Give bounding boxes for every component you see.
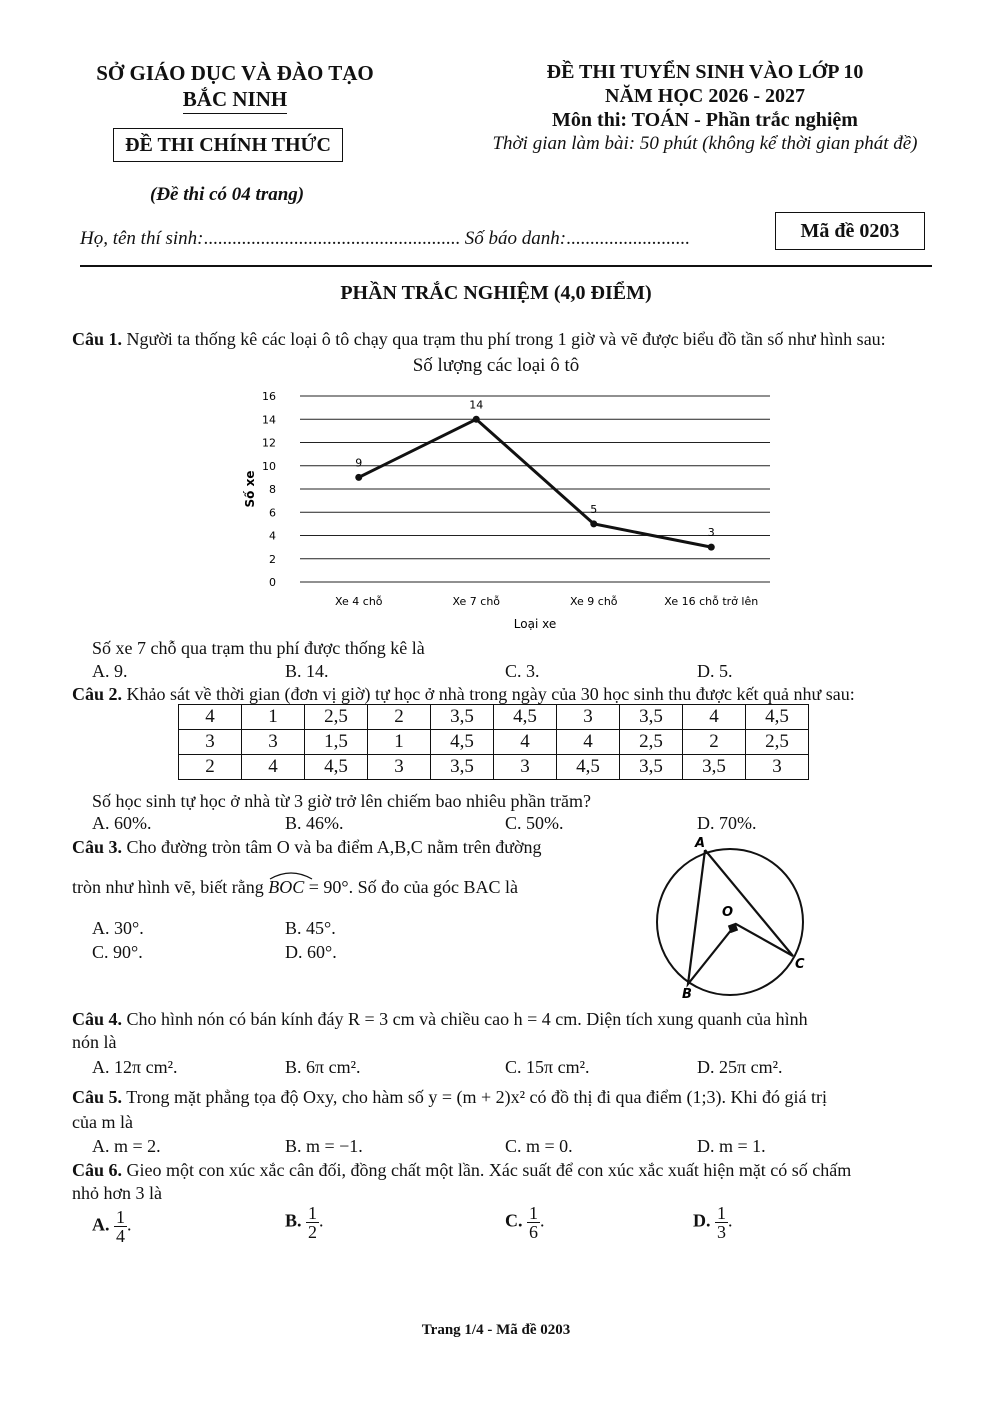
q4-option-c[interactable]: C. 15π cm². [505,1057,590,1077]
question-2 [72,683,942,706]
q1-prompt: Số xe 7 chỗ qua trạm thu phí được thống kê là [92,638,425,658]
department-header [70,60,400,114]
circle [657,849,803,995]
q5-option-c[interactable]: C. m = 0. [505,1136,573,1156]
table-cell: 2,5 [305,705,368,730]
x-tick-label: Xe 7 chỗ [452,595,501,608]
exam-time: Thời gian làm bài: 50 phút (không kể thời gian phát đề) [492,133,918,154]
name-label: Họ, tên thí sinh: [80,228,204,249]
question-6-line2: nhỏ hơn 3 là [72,1183,163,1203]
data-label: 9 [355,456,363,470]
q3-option-a[interactable]: A. 30°. [92,918,144,938]
exam-subject: Môn thi: TOÁN - Phần trắc nghiệm [552,109,858,131]
table-cell: 4 [494,730,557,755]
sbd-field: .......................... [566,228,690,249]
question-text-1: Cho hình nón có bán kính đáy R = 3 cm và chiều cao h = 4 cm. Diện tích xung quanh của hình [126,1009,808,1029]
question-1 [72,328,932,351]
data-point [355,474,362,481]
table-cell: 4 [683,705,746,730]
question-text: Người ta thống kê các loại ô tô chạy qua trạm thu phí trong 1 giờ và vẽ được biểu đồ tần số như hình sau: [126,329,886,349]
question-label: Câu 5. [72,1087,123,1107]
point-a-label: A [695,836,706,851]
q2-prompt: Số học sinh tự học ở nhà từ 3 giờ trở lên chiếm bao nhiêu phần trăm? [92,791,591,811]
school-year: NĂM HỌC 2026 - 2027 [605,85,805,107]
question-3-line2 [72,872,642,899]
fraction: $\frac{1}{4}$ [116,1207,125,1246]
q3-option-d[interactable]: D. 60°. [285,942,337,962]
table-cell: 4 [557,730,620,755]
data-label: 3 [707,526,715,540]
series-line [359,419,712,547]
question-text-2a: tròn như hình vẽ, biết rằng [72,877,264,897]
province-name: BẮC NINH [183,86,287,114]
table-cell: 1,5 [305,730,368,755]
q2-option-a[interactable]: A. 60%. [92,813,152,833]
y-axis-label: Số xe [243,470,257,508]
question-text: Khảo sát về thời gian (đơn vị giờ) tự học ở nhà trong ngày của 30 học sinh thu được kết quả như sau: [126,684,855,704]
data-point [590,520,597,527]
q5-option-a[interactable]: A. m = 2. [92,1136,161,1156]
question-label: Câu 2. [72,684,123,704]
question-4 [72,1008,932,1031]
x-axis-label: Loại xe [513,617,557,631]
table-cell: 3 [179,730,242,755]
question-text-1: Cho đường tròn tâm O và ba điểm A,B,C nằm trên đường [126,837,542,857]
circle-diagram [650,832,830,1004]
table-cell: 4,5 [557,755,620,780]
q1-option-a[interactable]: A. 9. [92,661,128,681]
q6-option-d[interactable]: D. $\frac{1}{3}$ . [693,1203,733,1242]
fraction: $\frac{1}{2}$ [308,1203,318,1242]
sbd-label: Số báo danh: [464,228,567,249]
table-cell: 4 [179,705,242,730]
table-cell: 3,5 [620,755,683,780]
table-cell: 2,5 [620,730,683,755]
y-tick-label: 14 [262,413,276,427]
q5-option-d[interactable]: D. m = 1. [697,1136,766,1156]
study-time-table [178,704,809,780]
q1-option-d[interactable]: D. 5. [697,661,733,681]
table-row [179,755,809,780]
question-3 [72,836,642,859]
table-cell: 3 [368,755,431,780]
header-divider [80,265,932,267]
y-tick-label: 12 [262,436,276,450]
point-o-label: O [722,905,734,920]
question-label: Câu 6. [72,1160,123,1180]
table-cell: 3,5 [431,705,494,730]
table-cell: 4,5 [305,755,368,780]
table-cell: 4,5 [494,705,557,730]
question-6 [72,1159,932,1182]
data-label: 5 [590,502,598,516]
question-text-1: Trong mặt phẳng tọa độ Oxy, cho hàm số y = (m + 2)x² có đồ thị đi qua điểm (1;3). Khi đó giá trị [126,1087,827,1107]
x-tick-label: Xe 9 chỗ [569,595,618,608]
q2-option-c[interactable]: C. 50%. [505,813,564,833]
q4-option-b[interactable]: B. 6π cm². [285,1057,361,1077]
page-count-note: (Đề thi có 04 trang) [150,184,305,205]
arc-symbol-icon [268,870,314,880]
table-cell: 3 [557,705,620,730]
data-point [473,416,480,423]
candidate-info-line [80,228,690,250]
q1-option-c[interactable]: C. 3. [505,661,540,681]
question-text-2b: = 90°. Số đo của góc BAC là [308,877,519,897]
y-tick-label: 10 [262,459,276,473]
y-tick-label: 8 [269,483,276,496]
line-chart [230,382,790,632]
table-cell: 3 [242,730,305,755]
arc-boc: BOC [268,872,304,899]
table-cell: 2 [179,755,242,780]
page-footer: Trang 1/4 - Mã đề 0203 [421,1322,571,1338]
department-name: SỞ GIÁO DỤC VÀ ĐÀO TẠO [96,61,374,85]
point-b-label: B [682,987,692,1002]
q6-option-c[interactable]: C. $\frac{1}{6}$ . [505,1203,545,1242]
data-label: 14 [469,398,484,412]
q4-option-d[interactable]: D. 25π cm². [697,1057,783,1077]
table-cell: 3,5 [431,755,494,780]
exam-title: ĐỀ THI TUYỂN SINH VÀO LỚP 10 [546,61,864,83]
x-tick-label: Xe 4 chỗ [334,595,383,608]
x-tick-label: Xe 16 chỗ trở lên [664,595,759,608]
question-text-1: Gieo một con xúc xắc cân đối, đồng chất một lần. Xác suất để con xúc xắc xuất hiện mặt có số chấm [126,1160,852,1180]
table-cell: 3 [746,755,809,780]
table-cell: 3 [494,755,557,780]
table-cell: 4 [242,755,305,780]
fraction: $\frac{1}{6}$ [529,1203,538,1242]
question-5-line2: của m là [72,1112,133,1132]
question-5 [72,1086,932,1109]
y-tick-label: 2 [269,552,276,566]
q2-option-d[interactable]: D. 70%. [697,813,757,833]
q6-option-a[interactable]: A. $\frac{1}{4}$ . [92,1207,132,1246]
section-title: PHẦN TRẮC NGHIỆM (4,0 ĐIỂM) [340,282,652,304]
table-cell: 4,5 [431,730,494,755]
q4-option-a[interactable]: A. 12π cm². [92,1057,178,1077]
y-tick-label: 4 [269,529,276,543]
table-row [179,705,809,730]
y-tick-label: 6 [269,506,276,520]
point-c-label: C [795,957,805,972]
official-exam-box: ĐỀ THI CHÍNH THỨC [113,128,343,162]
table-cell: 2,5 [746,730,809,755]
question-4-line2: nón là [72,1032,117,1052]
y-tick-label: 16 [262,390,276,403]
q3-option-c[interactable]: C. 90°. [92,942,143,962]
chart-title: Số lượng các loại ô tô [412,355,580,376]
question-label: Câu 3. [72,837,123,857]
q5-option-b[interactable]: B. m = −1. [285,1136,363,1156]
table-cell: 4,5 [746,705,809,730]
q6-option-b[interactable]: B. $\frac{1}{2}$ . [285,1203,324,1242]
q1-option-b[interactable]: B. 14. [285,661,329,681]
table-row [179,730,809,755]
y-tick-label: 0 [269,576,276,589]
name-field: ...................................................... [203,228,460,249]
q2-option-b[interactable]: B. 46%. [285,813,344,833]
table-cell: 2 [368,705,431,730]
exam-code-box: Mã đề 0203 [775,212,925,250]
table-cell: 1 [368,730,431,755]
table-cell: 3,5 [620,705,683,730]
exam-header [445,60,965,156]
table-cell: 3,5 [683,755,746,780]
table-cell: 1 [242,705,305,730]
fraction: $\frac{1}{3}$ [717,1203,726,1242]
q3-option-b[interactable]: B. 45°. [285,918,336,938]
data-point [708,544,715,551]
table-cell: 2 [683,730,746,755]
triangle-lines [688,850,793,984]
question-label: Câu 4. [72,1009,123,1029]
question-label: Câu 1. [72,329,123,349]
